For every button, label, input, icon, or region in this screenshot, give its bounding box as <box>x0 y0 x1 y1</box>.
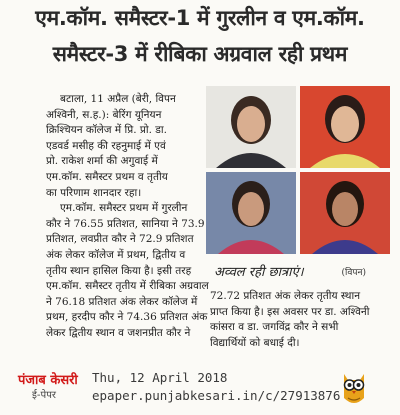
portrait-icon <box>206 86 296 168</box>
portrait-icon <box>206 172 296 254</box>
article-line: लेकर द्वितीय स्थान व जशनप्रीत कौर ने <box>46 326 191 339</box>
article-line: प्रो. राकेश शर्मा की अगुवाई में <box>46 155 158 168</box>
student-photo-2 <box>300 86 390 168</box>
student-photo-1 <box>206 86 296 168</box>
article-line: एम.कॉम. समैस्टर तृतीय में रीबिका अग्रवाल <box>46 280 209 293</box>
portrait-icon <box>300 86 390 168</box>
article-line: बटाला, 11 अप्रैल (बेरी, विपन <box>60 93 176 105</box>
article-line: प्रथम, हरदीप कौर ने 74.36 प्रतिशत अंक <box>46 311 208 324</box>
owl-mascot-icon <box>340 368 368 408</box>
footer-info <box>92 369 340 405</box>
punjab-kesari-logo[interactable] <box>18 370 86 404</box>
article-column-right <box>210 289 390 351</box>
article-line: क्रिश्चियन कॉलेज में प्रि. प्रो. डा. <box>46 124 167 137</box>
footer-url[interactable]: epaper.punjabkesari.in/c/27913876 <box>92 388 341 403</box>
article-line: तृतीय स्थान हासिल किया है। इसी तरह <box>46 264 192 277</box>
article-line: एम.कॉम. समैस्टर प्रथम में गुरलीन <box>60 202 188 215</box>
logo-subtitle: ई-पेपर <box>32 390 56 401</box>
student-photo-3 <box>206 172 296 254</box>
article-line: अश्विनी, स.ह.): बेरिंग यूनियन <box>46 108 162 121</box>
photo-caption-row <box>206 262 390 282</box>
student-photo-4 <box>300 172 390 254</box>
article-line: 72.72 प्रतिशत अंक लेकर तृतीय स्थान <box>210 290 361 302</box>
article-line: कौर ने 76.55 प्रतिशत, सानिया ने 73.9 <box>46 217 205 230</box>
article-line: एडवर्ड मसीह की रहनुमाई में एवं <box>46 139 166 152</box>
article-line: विद्यार्थियों को बधाई दी। <box>210 336 300 349</box>
article-line: प्रतिशत, लवप्रीत कौर ने 72.9 प्रतिशत <box>46 233 194 246</box>
article-line: ने 76.18 प्रतिशत अंक लेकर कॉलेज में <box>46 295 198 308</box>
article-line: कांसरा व डा. जगविंद्र कौर ने सभी <box>210 321 339 334</box>
headline-line-2: समैस्टर-3 में रीबिका अग्रवाल रही प्रथम <box>52 42 348 66</box>
portrait-icon <box>300 172 390 254</box>
article-line: अंक लेकर कॉलेज में प्रथम, द्वितीय व <box>46 248 186 261</box>
article-column-left <box>46 92 209 342</box>
logo-title: पंजाब केसरी <box>18 373 78 388</box>
student-photos <box>206 86 390 256</box>
footer-date: Thu, 12 April 2018 <box>92 370 228 385</box>
photo-caption: अव्वल रही छात्राएं। <box>214 265 304 280</box>
article-line: प्राप्त किया है। इस अवसर पर डा. अश्विनी <box>210 305 370 318</box>
headline-line-1: एम.कॉम. समैस्टर-1 में गुरलीन व एम.कॉम. <box>35 6 365 30</box>
epaper-footer <box>0 362 400 415</box>
article-line: एम.कॉम. समैस्टर प्रथम व तृतीय <box>46 170 168 183</box>
article-line: का परिणाम शानदार रहा। <box>46 186 142 199</box>
photo-credit: (विपन) <box>341 268 366 278</box>
